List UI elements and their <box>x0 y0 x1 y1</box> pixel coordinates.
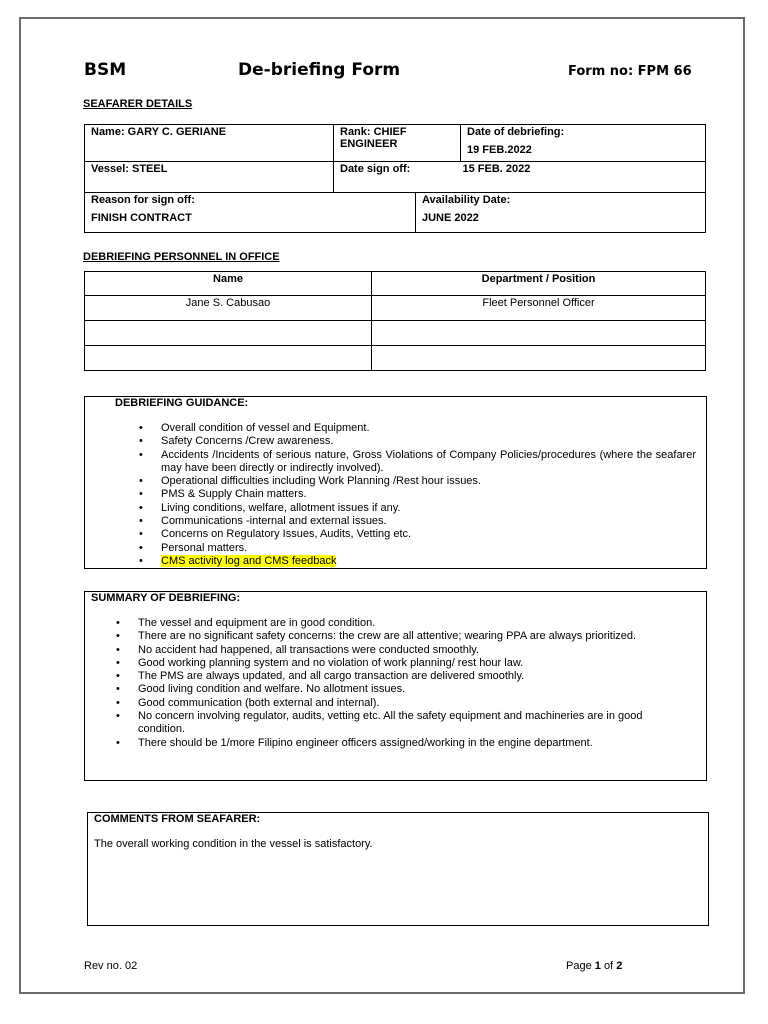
list-item: • There are no significant safety concerns: the crew are all attentive; wearing PPA are always prioritized. <box>138 630 678 643</box>
reason-table <box>84 192 706 233</box>
debrief-date-cell <box>461 125 706 162</box>
list-item: • Good living condition and welfare. No allotment issues. <box>138 683 678 696</box>
personnel-name: Jane S. Cabusao <box>85 296 372 321</box>
seafarer-name: Name: GARY C. GERIANE <box>85 125 334 162</box>
seafarer-table <box>84 124 706 193</box>
highlighted-text: CMS activity log and CMS feedback <box>161 554 337 567</box>
personnel-section-title: DEBRIEFING PERSONNEL IN OFFICE <box>83 251 280 263</box>
comments-box <box>87 812 709 926</box>
summary-title: SUMMARY OF DEBRIEFING: <box>91 592 241 604</box>
summary-box <box>84 591 707 781</box>
personnel-dept <box>372 346 706 371</box>
table-row <box>85 321 706 346</box>
page-number <box>566 960 622 972</box>
col-dept-header: Department / Position <box>372 272 706 296</box>
rank-line-1: Rank: CHIEF <box>340 126 407 138</box>
availability-cell <box>416 193 706 233</box>
revision-number: Rev no. 02 <box>84 960 138 972</box>
list-item: • PMS & Supply Chain matters. <box>161 488 696 501</box>
table-row <box>85 296 706 321</box>
vessel: Vessel: STEEL <box>85 162 334 193</box>
personnel-name <box>85 346 372 371</box>
list-item: • Accidents /Incidents of serious nature, Gross Violations of Company Policies/procedures (where the seafarer may have been directly or indirectly involved). <box>161 449 696 476</box>
availability-label: Availability Date: <box>422 194 511 206</box>
personnel-dept: Fleet Personnel Officer <box>372 296 706 321</box>
list-item: • Communications -internal and external issues. <box>161 515 696 528</box>
list-item: • No accident had happened, all transactions were conducted smoothly. <box>138 644 678 657</box>
page-word: Page <box>566 960 592 972</box>
form-number: Form no: FPM 66 <box>568 64 692 79</box>
availability-value: JUNE 2022 <box>422 212 479 224</box>
page-current: 1 <box>594 960 601 972</box>
list-item: • The vessel and equipment are in good condition. <box>138 617 678 630</box>
sign-off-value: 15 FEB. 2022 <box>462 163 531 175</box>
sign-off-cell <box>334 162 706 193</box>
col-name-header: Name <box>85 272 372 296</box>
reason-label: Reason for sign off: <box>91 194 195 206</box>
summary-list <box>138 617 678 750</box>
table-row <box>85 346 706 371</box>
personnel-table <box>84 271 706 371</box>
list-item: • Good communication (both external and internal). <box>138 697 678 710</box>
list-item-highlighted <box>161 555 696 568</box>
personnel-name <box>85 321 372 346</box>
comments-text: The overall working condition in the vessel is satisfactory. <box>94 838 373 850</box>
form-title: De-briefing Form <box>238 60 401 80</box>
list-item: • There should be 1/more Filipino engineer officers assigned/working in the engine department. <box>138 737 678 750</box>
list-item: • The PMS are always updated, and all cargo transaction are delivered smoothly. <box>138 670 678 683</box>
list-item: • Good working planning system and no violation of work planning/ rest hour law. <box>138 657 678 670</box>
org-name: BSM <box>84 60 127 80</box>
reason-cell <box>85 193 416 233</box>
list-item: • Overall condition of vessel and Equipment. <box>161 422 696 435</box>
seafarer-rank <box>334 125 461 162</box>
comments-title: COMMENTS FROM SEAFARER: <box>94 813 261 825</box>
guidance-list <box>161 422 696 568</box>
list-item: • Concerns on Regulatory Issues, Audits, Vetting etc. <box>161 528 696 541</box>
guidance-box <box>84 396 707 569</box>
guidance-title: DEBRIEFING GUIDANCE: <box>115 397 249 409</box>
debrief-date-label: Date of debriefing: <box>467 126 565 138</box>
personnel-dept <box>372 321 706 346</box>
reason-value: FINISH CONTRACT <box>91 212 192 224</box>
page-total: 2 <box>616 960 623 972</box>
rank-line-2: ENGINEER <box>340 138 398 150</box>
list-item: • Safety Concerns /Crew awareness. <box>161 435 696 448</box>
list-item: • No concern involving regulator, audits, vetting etc. All the safety equipment and machineries are in good condition. <box>138 710 678 737</box>
seafarer-section-title: SEAFARER DETAILS <box>83 98 193 110</box>
list-item: • Living conditions, welfare, allotment issues if any. <box>161 502 696 515</box>
debrief-date-value: 19 FEB.2022 <box>467 144 532 156</box>
list-item: • Personal matters. <box>161 542 696 555</box>
sign-off-label: Date sign off: <box>340 163 411 175</box>
list-item: • Operational difficulties including Work Planning /Rest hour issues. <box>161 475 696 488</box>
of-word: of <box>603 960 614 972</box>
